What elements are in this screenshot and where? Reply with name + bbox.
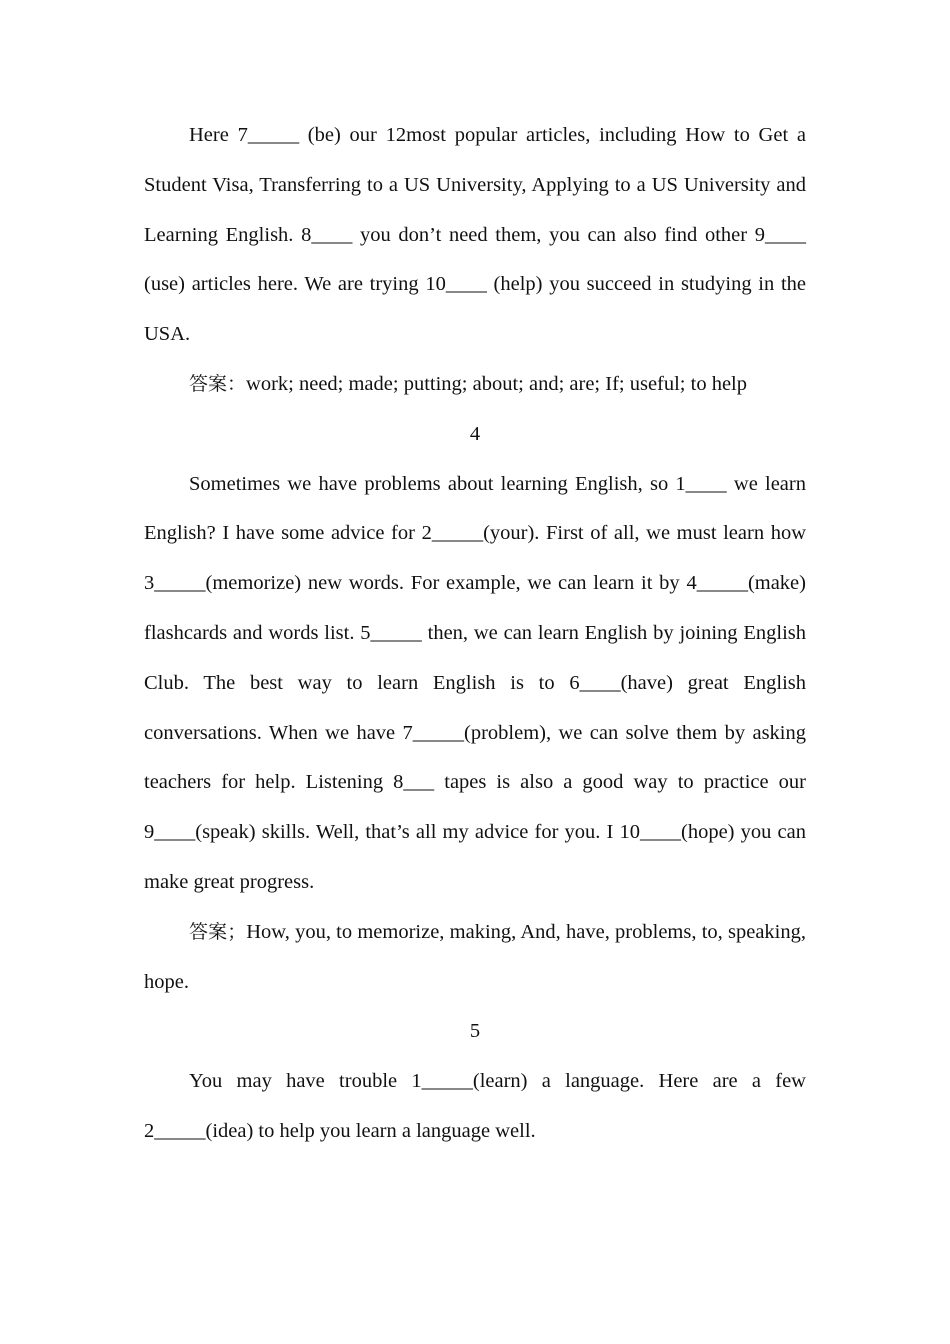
section-4-paragraph: Sometimes we have problems about learning English, so 1____ we learn English? I have some advice for 2_____(your). First of all, we must learn how 3_____(memorize) new words. For example, we can learn it by 4_____(make) flashcards and words list. 5_____ then, we can learn English by joining English Club. The best way to learn English is to 6____(have) great English conversations. When we have 7_____(problem), we can solve them by asking teachers for help. Listening 8___ tapes is also a good way to practice our 9____(speak) skills. Well, that’s all my advice for you. I 10____(hope) you can make great progress. xyxy=(144,472,806,893)
answer-text: work; need; made; putting; about; and; are; If; useful; to help xyxy=(246,372,747,395)
section-3-paragraph: Here 7_____ (be) our 12most popular articles, including How to Get a Student Visa, Transferring to a US University, Applying to a US University and Learning English. 8____ you don’t need them, you can also find other 9____ (use) articles here. We are trying 10____ (help) you succeed in studying in the USA. xyxy=(144,124,806,346)
section-4-answer xyxy=(144,908,806,1008)
section-3-answer xyxy=(144,360,806,410)
section-5-paragraph: You may have trouble 1_____(learn) a language. Here are a few 2_____(idea) to help you learn a language well. xyxy=(144,1070,806,1142)
answer-label: 答案： xyxy=(189,372,247,395)
answer-text: How, you, to memorize, making, And, have, problems, to, speaking, hope. xyxy=(144,920,806,993)
answer-label: 答案； xyxy=(189,920,247,943)
section-4-number: 4 xyxy=(469,422,481,445)
document-page xyxy=(144,111,806,1157)
section-5-number: 5 xyxy=(469,1020,481,1043)
